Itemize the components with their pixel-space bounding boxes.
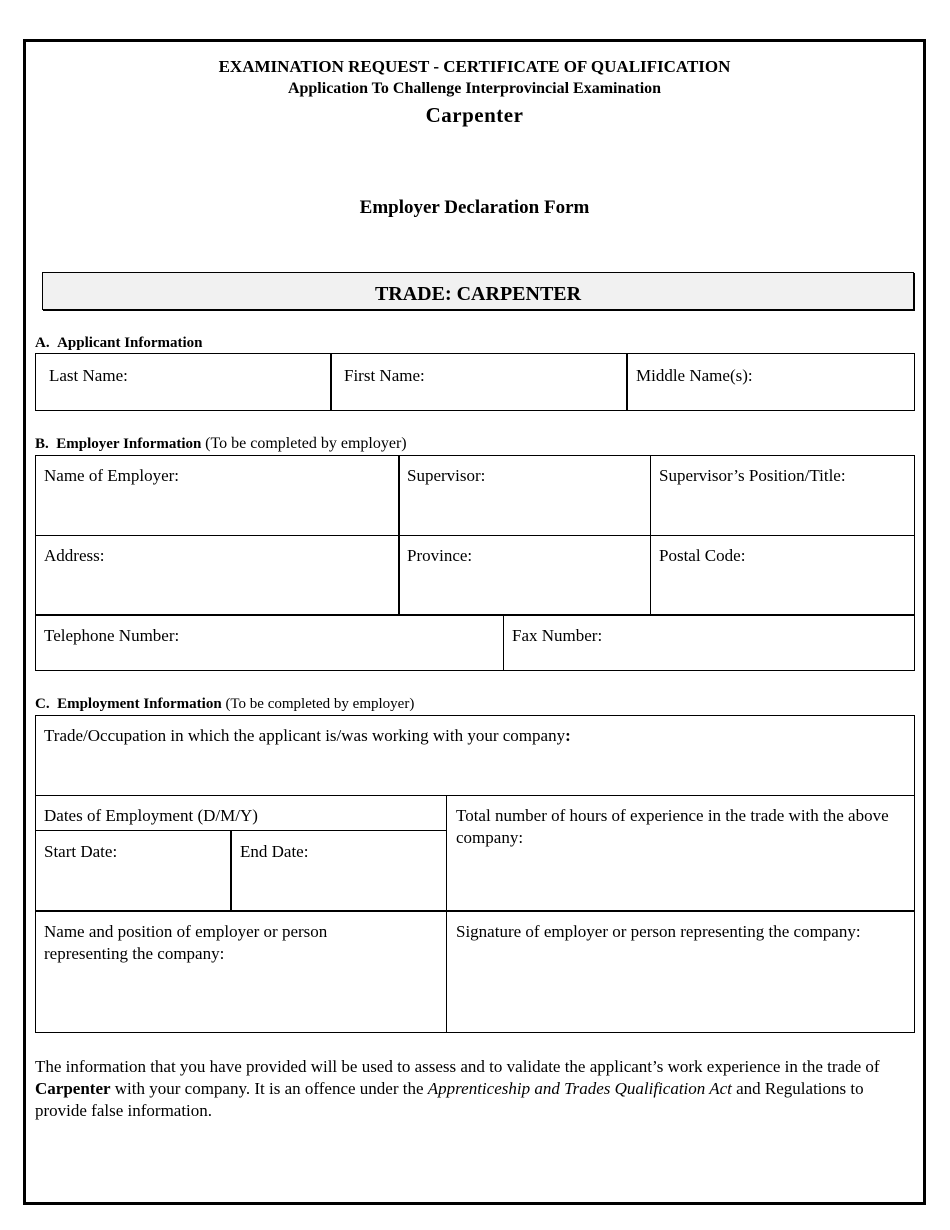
- section-c-title: Employment Information: [57, 696, 222, 712]
- trade-occupation-colon: :: [565, 726, 571, 745]
- last-name-field[interactable]: Last Name:: [49, 366, 128, 385]
- divider: [650, 455, 651, 615]
- divider: [398, 455, 400, 615]
- fax-field[interactable]: Fax Number:: [512, 626, 603, 645]
- section-c-letter: C.: [35, 696, 50, 712]
- header-line-1: EXAMINATION REQUEST - CERTIFICATE OF QUALIFICATION: [218, 57, 731, 76]
- signature-field[interactable]: Signature of employer or person representing the company:: [456, 922, 861, 941]
- employment-info-table: [35, 715, 915, 1033]
- total-hours-field[interactable]: Total number of hours of experience in the trade with the above company:: [456, 806, 889, 847]
- section-b-note: (To be completed by employer): [205, 435, 407, 452]
- address-field[interactable]: Address:: [44, 546, 105, 565]
- disclaimer-paragraph: [35, 1056, 915, 1122]
- postal-code-field[interactable]: Postal Code:: [659, 546, 746, 565]
- divider: [626, 353, 628, 411]
- dates-of-employment-label: Dates of Employment (D/M/Y): [44, 806, 258, 825]
- supervisor-title-field[interactable]: Supervisor’s Position/Title:: [659, 466, 846, 485]
- divider: [446, 795, 447, 1033]
- section-b-title: Employer Information: [56, 436, 202, 452]
- divider: [35, 795, 915, 796]
- trade-occupation-label: Trade/Occupation in which the applicant is/was working with your company: [44, 726, 566, 745]
- first-name-field[interactable]: First Name:: [344, 366, 425, 385]
- middle-name-field[interactable]: Middle Name(s):: [636, 366, 753, 385]
- disclaimer-part-3: and Regulations to provide false information.: [35, 1079, 864, 1120]
- employer-name-field[interactable]: Name of Employer:: [44, 466, 180, 485]
- section-a-title: Applicant Information: [57, 335, 203, 351]
- divider: [35, 910, 915, 912]
- disclaimer-part-2: with your company. It is an offence under the: [110, 1079, 428, 1098]
- section-c-note: (To be completed by employer): [225, 696, 415, 712]
- telephone-field[interactable]: Telephone Number:: [44, 626, 180, 645]
- form-title: Employer Declaration Form: [359, 197, 590, 218]
- trade-occupation-field[interactable]: [44, 725, 571, 747]
- name-position-field[interactable]: Name and position of employer or person representing the company:: [44, 922, 328, 963]
- applicant-info-table: [35, 353, 915, 411]
- divider: [503, 615, 504, 671]
- disclaimer-act: Apprenticeship and Trades Qualification Act: [427, 1079, 732, 1098]
- divider: [230, 830, 232, 911]
- start-date-field[interactable]: Start Date:: [44, 842, 118, 861]
- section-a-heading: [35, 335, 203, 352]
- divider: [35, 535, 915, 536]
- end-date-field[interactable]: End Date:: [240, 842, 309, 861]
- section-b-letter: B.: [35, 436, 49, 452]
- divider: [330, 353, 332, 411]
- section-c-heading: [35, 696, 414, 713]
- section-b-heading: [35, 435, 407, 453]
- header-line-2: Application To Challenge Interprovincial Examination: [287, 80, 662, 97]
- trade-banner: TRADE: CARPENTER: [42, 272, 914, 310]
- province-field[interactable]: Province:: [407, 546, 473, 565]
- trade-title: Carpenter: [425, 103, 524, 127]
- supervisor-field[interactable]: Supervisor:: [407, 466, 486, 485]
- divider: [35, 830, 447, 831]
- section-a-letter: A.: [35, 335, 50, 351]
- disclaimer-trade: Carpenter: [35, 1079, 111, 1098]
- disclaimer-part-1: The information that you have provided will be used to assess and to validate the applicant’s work experience in the trade of: [35, 1057, 880, 1076]
